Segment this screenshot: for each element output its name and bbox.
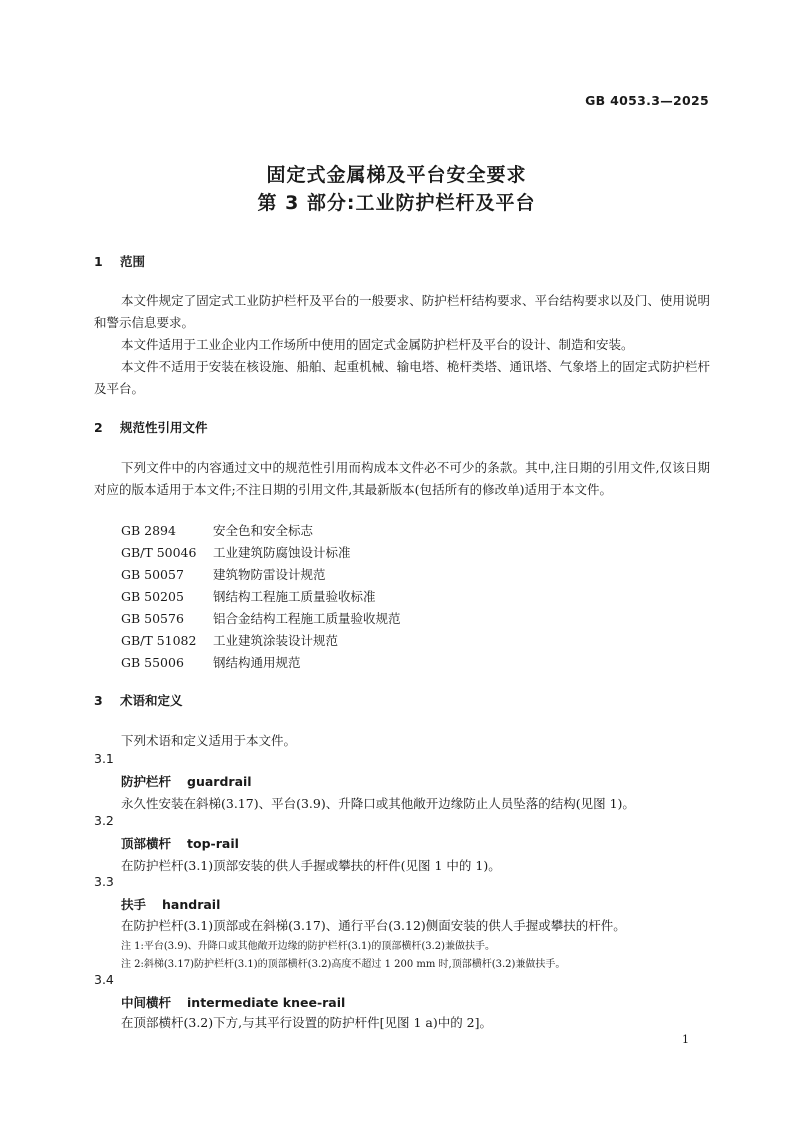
section-number: 3 (94, 693, 103, 708)
term-chinese: 防护栏杆 (121, 774, 172, 789)
scope-paragraph-3: 本文件不适用于安装在核设施、船舶、起重机械、输电塔、桅杆类塔、通讯塔、气象塔上的固定式防护栏杆及平台。 (94, 359, 710, 396)
term-number: 3.2 (94, 813, 114, 828)
reference-code: GB 2894 (121, 523, 176, 538)
normative-references-paragraph: 下列文件中的内容通过文中的规范性引用而构成本文件必不可少的条款。其中,注日期的引用文件,仅该日期对应的版本适用于本文件;不注日期的引用文件,其最新版本(包括所有的修改单)适用于本文件。 (94, 460, 710, 497)
term-definition: 在顶部横杆(3.2)下方,与其平行设置的防护杆件[见图 1 a)中的 2]。 (121, 1015, 493, 1030)
term-definition: 在防护栏杆(3.1)顶部安装的供人手握或攀扶的杆件(见图 1 中的 1)。 (121, 858, 501, 873)
term-heading (121, 834, 239, 852)
term-note-1: 注 1:平台(3.9)、升降口或其他敞开边缘的防护栏杆(3.1)的顶部横杆(3.2)兼做扶手。 (121, 941, 496, 952)
reference-code: GB/T 51082 (121, 633, 197, 648)
term-number: 3.1 (94, 751, 114, 766)
section-number: 1 (94, 254, 103, 269)
section-1-heading (94, 252, 145, 270)
reference-code: GB 50205 (121, 589, 184, 604)
term-heading (121, 993, 345, 1011)
term-heading (121, 895, 220, 913)
section-number: 2 (94, 420, 103, 435)
term-definition: 永久性安装在斜梯(3.17)、平台(3.9)、升降口或其他敞开边缘防止人员坠落的结构(见图 1)。 (121, 796, 635, 811)
section-title: 规范性引用文件 (120, 420, 208, 435)
term-english: intermediate knee-rail (187, 995, 346, 1010)
section-title: 范围 (120, 254, 146, 269)
document-title-line1: 固定式金属梯及平台安全要求 (266, 164, 527, 186)
reference-item (121, 653, 301, 671)
page-number: 1 (682, 1033, 689, 1046)
document-title-line2: 第 3 部分:工业防护栏杆及平台 (257, 192, 536, 214)
term-heading (121, 772, 252, 790)
reference-title: 铝合金结构工程施工质量验收规范 (213, 611, 401, 626)
term-number: 3.3 (94, 874, 114, 889)
term-note-2: 注 2:斜梯(3.17)防护栏杆(3.1)的顶部横杆(3.2)高度不超过 1 200 mm 时,顶部横杆(3.2)兼做扶手。 (121, 959, 566, 970)
reference-code: GB 50576 (121, 611, 184, 626)
reference-code: GB 50057 (121, 567, 184, 582)
reference-item (121, 631, 338, 649)
scope-paragraph-2: 本文件适用于工业企业内工作场所中使用的固定式金属防护栏杆及平台的设计、制造和安装。 (121, 337, 634, 352)
term-english: guardrail (187, 774, 252, 789)
term-english: handrail (162, 897, 221, 912)
reference-title: 工业建筑涂装设计规范 (213, 633, 339, 648)
reference-item (121, 543, 351, 561)
term-chinese: 扶手 (121, 897, 147, 912)
term-chinese: 顶部横杆 (121, 836, 172, 851)
terms-intro: 下列术语和定义适用于本文件。 (121, 733, 297, 748)
reference-item (121, 521, 313, 539)
reference-title: 钢结构通用规范 (213, 655, 301, 670)
reference-item (121, 587, 376, 605)
term-definition: 在防护栏杆(3.1)顶部或在斜梯(3.17)、通行平台(3.12)侧面安装的供人手握或攀扶的杆件。 (121, 918, 626, 933)
section-title: 术语和定义 (120, 693, 183, 708)
term-number: 3.4 (94, 972, 114, 987)
standard-number: GB 4053.3—2025 (585, 93, 709, 108)
reference-code: GB 55006 (121, 655, 184, 670)
section-3-heading (94, 691, 183, 709)
reference-title: 建筑物防雷设计规范 (213, 567, 326, 582)
reference-title: 工业建筑防腐蚀设计标准 (213, 545, 351, 560)
reference-item (121, 565, 326, 583)
reference-code: GB/T 50046 (121, 545, 197, 560)
reference-title: 安全色和安全标志 (213, 523, 314, 538)
scope-paragraph-1: 本文件规定了固定式工业防护栏杆及平台的一般要求、防护栏杆结构要求、平台结构要求以及门、使用说明和警示信息要求。 (94, 293, 710, 330)
term-english: top-rail (187, 836, 239, 851)
reference-item (121, 609, 401, 627)
section-2-heading (94, 418, 208, 436)
reference-title: 钢结构工程施工质量验收标准 (213, 589, 376, 604)
term-chinese: 中间横杆 (121, 995, 172, 1010)
